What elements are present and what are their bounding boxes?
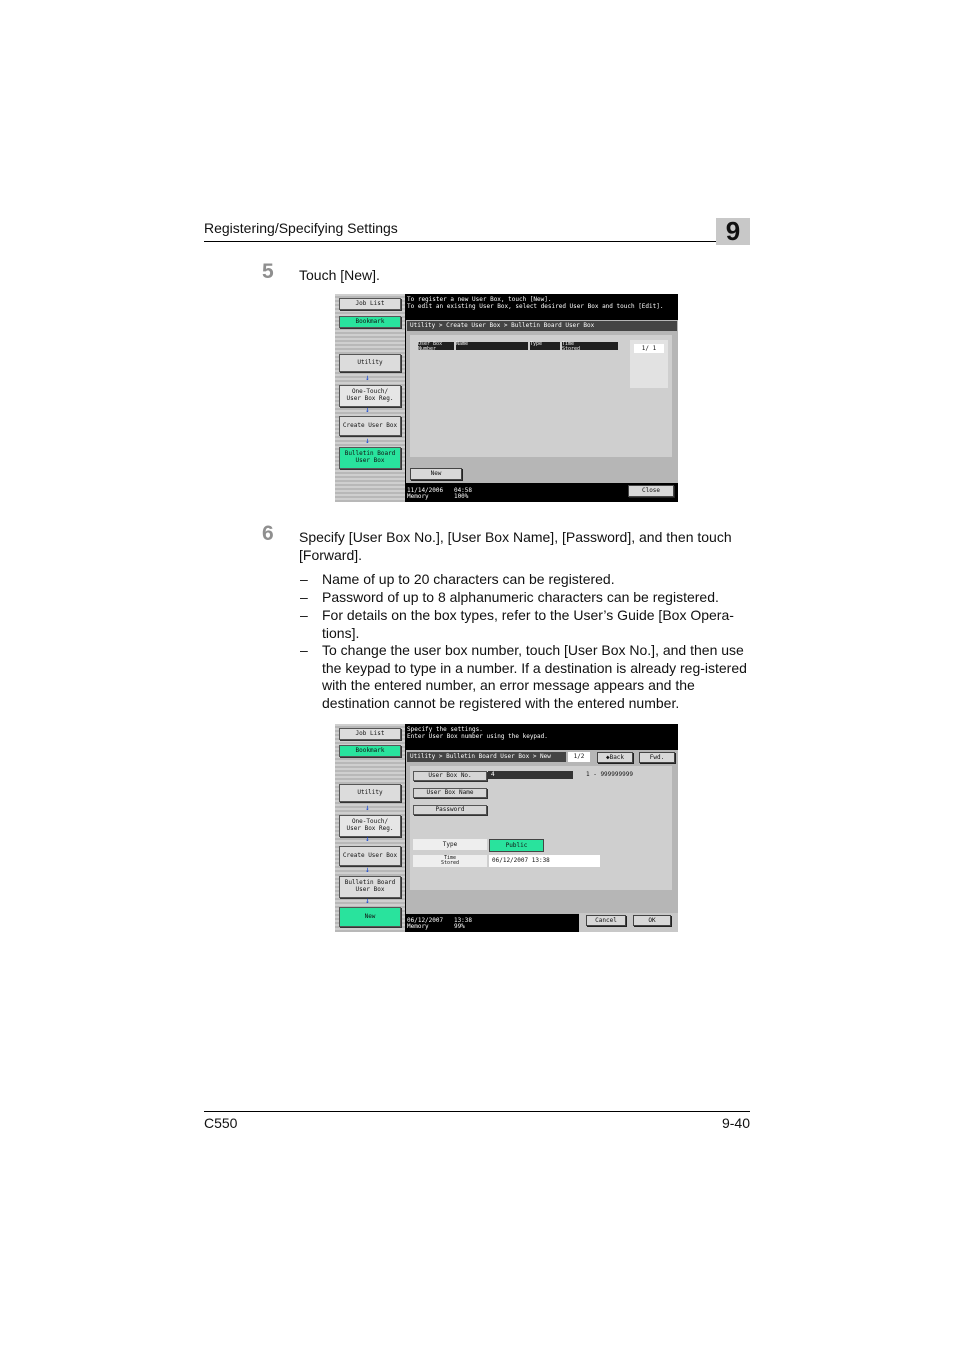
step-text: Specify [User Box No.], [User Box Name], [Password], and then touch [Forward]. [299,529,732,563]
down-arrow-icon: ↓ [365,834,370,843]
one-touch-reg-button[interactable]: One-Touch/ User Box Reg. [339,385,401,407]
chapter-number: 9 [725,216,741,246]
password-button[interactable]: Password [413,805,487,815]
column-time-stored: Time Stored [562,342,618,350]
breadcrumb: Utility > Create User Box > Bulletin Board User Box [407,321,677,331]
screen-message: Specify the settings. Enter User Box number using the keypad. [407,726,548,740]
column-number: User Box Number [418,342,454,350]
time-stored-label: Time Stored [413,855,487,867]
bullet-item: – For details on the box types, refer to the User’s Guide [Box Opera-tions]. [300,607,734,641]
job-list-button[interactable]: Job List [339,728,401,740]
user-box-no-range: 1 - 999999999 [586,771,633,778]
create-user-box-button[interactable]: Create User Box [339,416,401,436]
screenshot-user-box-list [335,294,678,502]
down-arrow-icon: ↓ [365,373,370,382]
bullet-item: – Name of up to 20 characters can be registered. [300,571,615,587]
screenshot-new-user-box [335,724,678,932]
settings-area [410,766,672,890]
back-button[interactable]: ◆Back [597,752,633,763]
screen-message: To register a new User Box, touch [New]. To edit an existing User Box, select desired User Box and touch [Edit]. [407,296,664,310]
down-arrow-icon: ↓ [365,865,370,874]
bookmark-button[interactable]: Bookmark [339,316,401,328]
running-header-title: Registering/Specifying Settings [204,220,398,236]
sidebar [335,724,405,932]
user-box-name-button[interactable]: User Box Name [413,788,487,798]
step-text: Touch [New]. [299,267,380,283]
page-indicator: 1/ 1 [634,344,664,353]
footer-rule [204,1111,750,1112]
main-panel [406,750,678,914]
down-arrow-icon: ↓ [365,803,370,812]
sidebar [335,294,405,502]
action-bar [579,913,678,932]
ok-button[interactable]: OK [633,915,671,926]
footer-model: C550 [204,1115,238,1131]
close-button[interactable]: Close [628,485,674,497]
create-user-box-button[interactable]: Create User Box [339,846,401,866]
cancel-button[interactable]: Cancel [586,915,626,926]
new-box-button[interactable]: New [339,907,401,927]
column-type: Type [530,342,560,350]
forward-button[interactable]: Fwd. [639,752,675,763]
down-arrow-icon: ↓ [365,405,370,414]
one-touch-reg-button[interactable]: One-Touch/ User Box Reg. [339,815,401,837]
utility-button[interactable]: Utility [339,784,401,802]
footer-page-number: 9-40 [721,1115,750,1131]
bullet-item: – To change the user box number, touch [User Box No.], and then use the keypad to type in a number. If a destination is already reg-istered with the entered number, an error message appears and the destination cannot be registered with the entered number. [300,642,747,711]
column-name: Name [456,342,528,350]
page-indicator-area [630,340,668,388]
user-box-no-button[interactable]: User Box No. [413,771,487,781]
list-area [410,335,672,457]
utility-button[interactable]: Utility [339,354,401,372]
time-stored-value: 06/12/2007 13:38 [489,855,600,867]
type-public-button[interactable]: Public [489,839,544,852]
step-number: 5 [262,260,274,283]
breadcrumb: Utility > Bulletin Board User Box > New [407,752,566,762]
status-bar: 06/12/2007 13:38 Memory 99% [407,917,473,930]
bulletin-board-button[interactable]: Bulletin Board User Box [339,447,401,469]
bullet-item: – Password of up to 8 alphanumeric characters can be registered. [300,589,719,605]
user-box-no-field[interactable]: 4 [488,771,573,779]
type-label: Type [413,839,487,850]
job-list-button[interactable]: Job List [339,298,401,310]
down-arrow-icon: ↓ [365,896,370,905]
page-indicator: 1/2 [568,752,590,762]
main-panel [406,320,678,483]
down-arrow-icon: ↓ [365,436,370,445]
status-bar: 11/14/2006 04:58 Memory 100% [407,487,473,500]
new-button[interactable]: New [410,468,462,480]
step-number: 6 [262,522,274,545]
bookmark-button[interactable]: Bookmark [339,745,401,757]
bulletin-board-button[interactable]: Bulletin Board User Box [339,876,401,898]
header-rule [204,241,750,242]
